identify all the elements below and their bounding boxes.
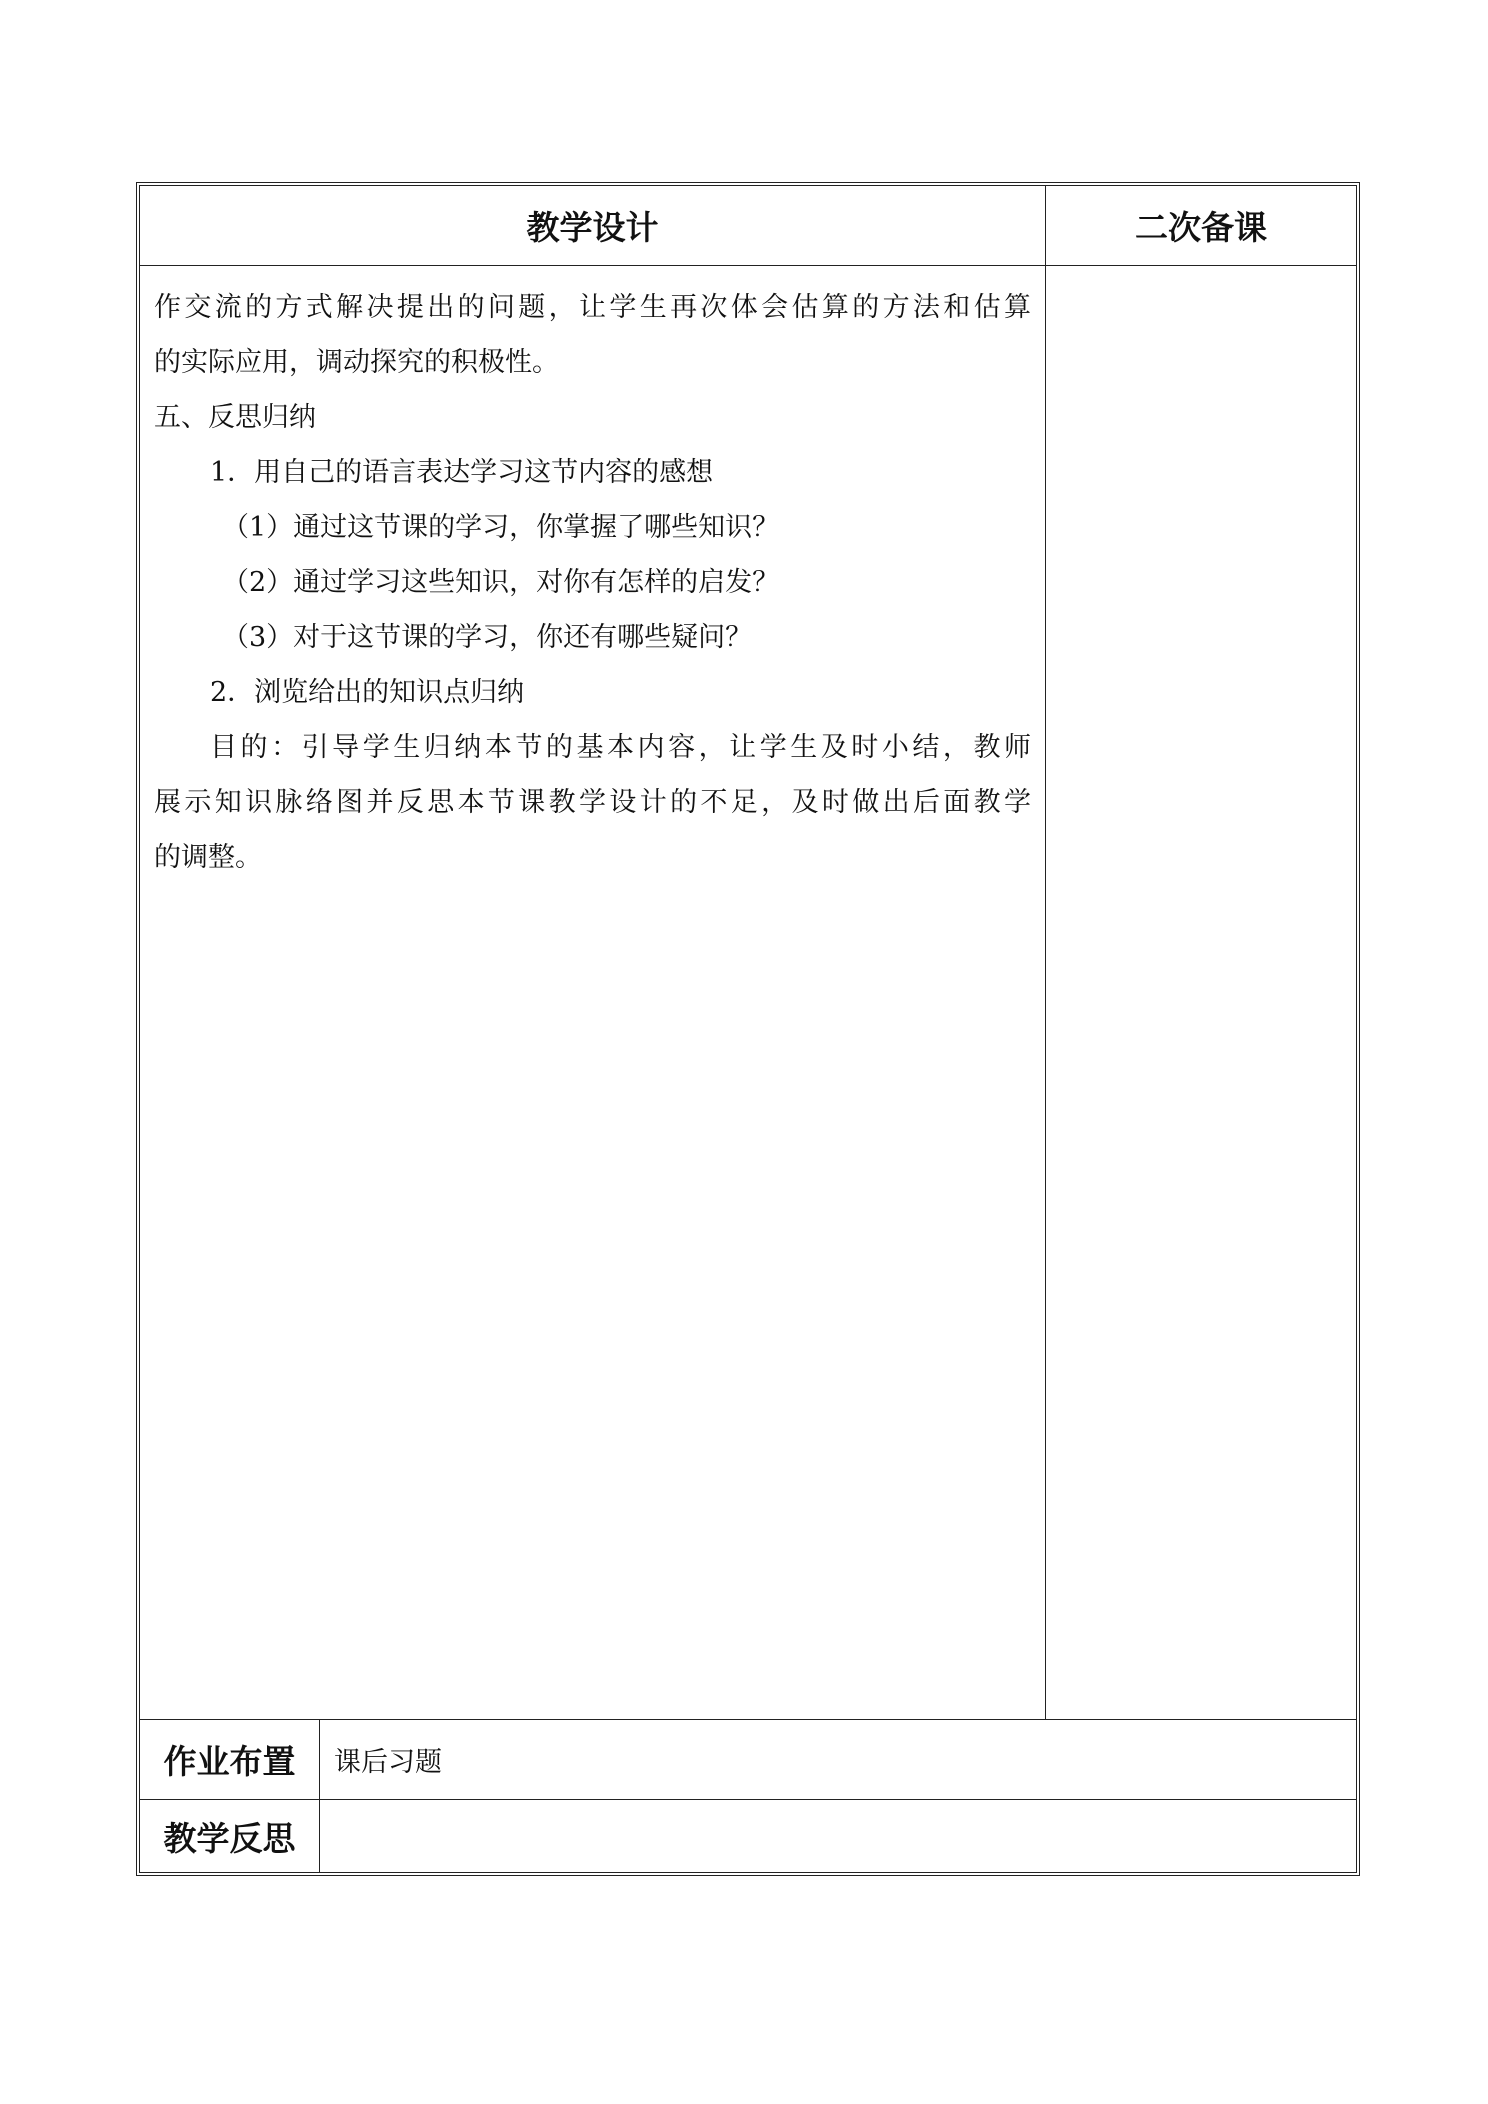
design-question-3: （3）对于这节课的学习，你还有哪些疑问？ (222, 622, 753, 653)
header-second-prep: 二次备课 (1046, 186, 1356, 266)
design-line-2: 的实际应用，调动探究的积极性。 (154, 347, 559, 378)
design-line-1: 作交流的方式解决提出的问题，让学生再次体会估算的方法和估算 (154, 292, 1031, 323)
homework-label: 作业布置 (140, 1720, 320, 1800)
header-teaching-design: 教学设计 (140, 186, 1046, 266)
teaching-design-content (140, 266, 1046, 1720)
reflection-label: 教学反思 (140, 1800, 320, 1872)
design-line-8: 2．浏览给出的知识点归纳 (210, 677, 525, 708)
design-section-heading: 五、反思归纳 (154, 402, 316, 433)
homework-value: 课后习题 (320, 1720, 1356, 1800)
second-prep-content (1046, 266, 1356, 1720)
design-question-2: （2）通过学习这些知识，对你有怎样的启发？ (222, 567, 780, 598)
design-line-4: 1．用自己的语言表达学习这节内容的感想 (210, 457, 714, 488)
reflection-value (320, 1800, 1356, 1872)
lesson-plan-table (136, 182, 1360, 1876)
design-question-1: （1）通过这节课的学习，你掌握了哪些知识？ (222, 512, 780, 543)
design-line-11: 的调整。 (154, 842, 262, 873)
design-line-10: 展示知识脉络图并反思本节课教学设计的不足，及时做出后面教学 (154, 787, 1031, 818)
design-line-9: 目的：引导学生归纳本节的基本内容，让学生及时小结，教师 (210, 732, 1031, 763)
